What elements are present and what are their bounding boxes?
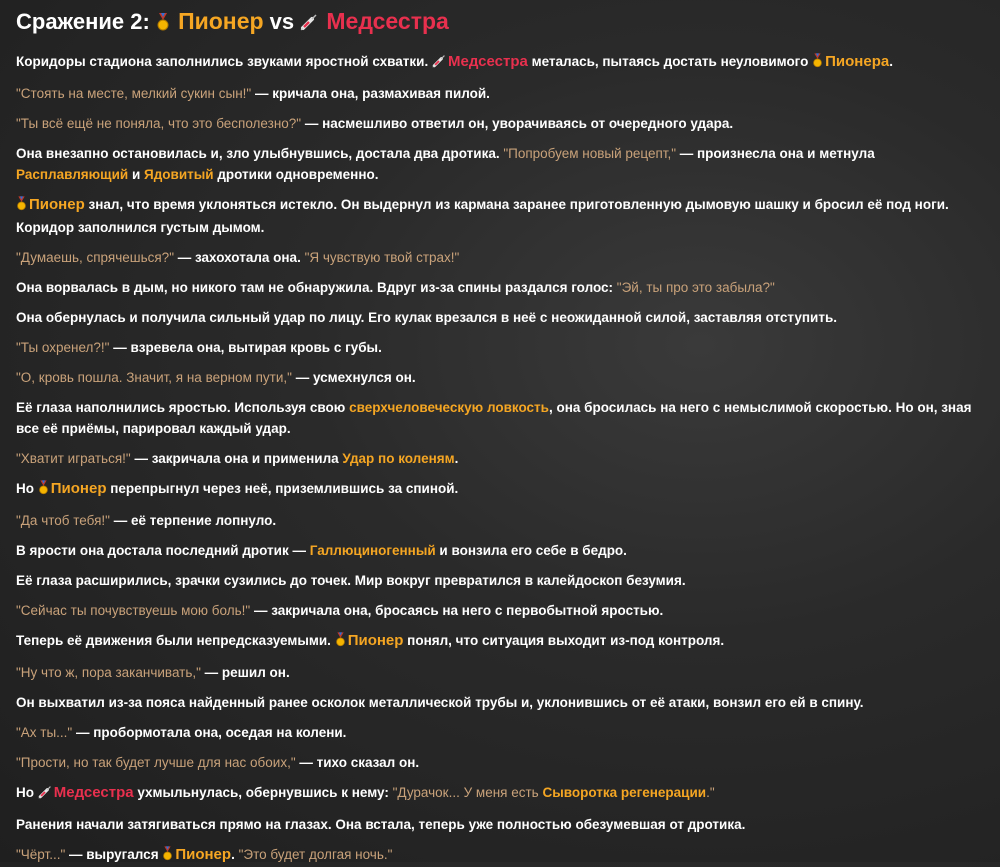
quote-text: "Думаешь, спрячешься?" <box>16 250 174 265</box>
log-line <box>16 113 984 134</box>
log-line <box>16 722 984 743</box>
narration-text: понял, что ситуация выходит из-под контроля. <box>403 633 725 648</box>
narration-text: Её глаза расширились, зрачки сузились до точек. Мир вокруг превратился в калейдоскоп безумия. <box>16 573 686 588</box>
log-line <box>16 510 984 531</box>
narration-text: — закричала она и применила <box>130 451 343 466</box>
narration-text: — насмешливо ответил он, уворачиваясь от очередного удара. <box>301 116 734 131</box>
quote-text: "Ты всё ещё не поняла, что это бесполезно?" <box>16 116 302 131</box>
battle-title <box>16 6 984 39</box>
quote-text: "Стоять на месте, мелкий сукин сын!" <box>16 86 252 101</box>
quote-text: "Я чувствую твой страх!" <box>304 250 460 265</box>
narration-text: дротики одновременно. <box>213 167 379 182</box>
log-line <box>16 397 984 439</box>
log-line <box>16 692 984 713</box>
player2-mention: Медсестра <box>53 784 134 801</box>
skill-name: Расплавляющий <box>16 167 129 182</box>
medal-icon <box>156 9 170 39</box>
quote-text: "Хватит играться!" <box>16 451 131 466</box>
narration-text: Она обернулась и получила сильный удар по лицу. Его кулак врезался в неё с неожиданной силой, заставляя отступить. <box>16 310 837 325</box>
log-line <box>16 51 984 74</box>
log-line <box>16 448 984 469</box>
log-line <box>16 478 984 501</box>
vs-label: vs <box>269 9 295 34</box>
narration-text: и <box>128 167 144 182</box>
narration-text: Но <box>16 785 38 800</box>
medal-icon <box>335 632 346 653</box>
skill-name: сверхчеловеческую ловкость <box>349 400 549 415</box>
quote-text: "Ах ты..." <box>16 725 73 740</box>
narration-text: — её терпение лопнуло. <box>109 513 277 528</box>
quote-text: "Прости, но так будет лучше для нас обоих," <box>16 755 296 770</box>
quote-text: "Это будет долгая ночь." <box>238 847 393 862</box>
narration-text: — взревела она, вытирая кровь с губы. <box>109 340 382 355</box>
log-line <box>16 337 984 358</box>
narration-text: — выругался <box>65 847 163 862</box>
narration-text: Она внезапно остановилась и, зло улыбнувшись, достала два дротика. <box>16 146 504 161</box>
narration-text: — произнесла она и метнула <box>676 146 875 161</box>
player1-mention: Пионер <box>50 480 107 497</box>
skill-name: Галлюциногенный <box>309 543 436 558</box>
medal-icon <box>162 846 173 867</box>
player2-mention: Медсестра <box>447 53 528 70</box>
narration-text: — усмехнулся он. <box>291 370 416 385</box>
quote-text: "Ты охренел?!" <box>16 340 110 355</box>
log-line <box>16 307 984 328</box>
log-line <box>16 752 984 773</box>
log-line <box>16 277 984 298</box>
log-line <box>16 540 984 561</box>
quote-text: "О, кровь пошла. Значит, я на верном пути," <box>16 370 292 385</box>
player1-mention: Пионера <box>825 53 890 70</box>
skill-name: Удар по коленям <box>342 451 455 466</box>
quote-text: "Дурачок... У меня есть <box>392 785 543 800</box>
narration-text: Ранения начали затягиваться прямо на глазах. Она встала, теперь уже полностью обезумевшая от дротика. <box>16 817 746 832</box>
narration-text: . <box>454 451 459 466</box>
log-line <box>16 630 984 653</box>
skill-name: Сыворотка регенерации <box>542 785 707 800</box>
narration-text: — решил он. <box>200 665 290 680</box>
narration-text: знал, что время уклоняться истекло. Он выдернул из кармана заранее приготовленную дымовую шашку и бросил её под ноги. Коридор заполнился густым дымом. <box>16 197 949 235</box>
narration-text: ухмыльнулась, обернувшись к нему: <box>133 785 393 800</box>
narration-text: Она ворвалась в дым, но никого там не обнаружила. Вдруг из-за спины раздался голос: <box>16 280 617 295</box>
narration-text: металась, пытаясь достать неуловимого <box>527 54 813 69</box>
narration-text: — тихо сказал он. <box>295 755 420 770</box>
log-line <box>16 194 984 238</box>
narration-text: , она бросилась на него с немыслимой скоростью. Но он, зная все её приёмы, парировал каждый удар. <box>16 400 972 436</box>
narration-text: — закричала она, бросаясь на него с первобытной яростью. <box>250 603 664 618</box>
log-line <box>16 83 984 104</box>
log-line <box>16 570 984 591</box>
log-line <box>16 247 984 268</box>
log-line <box>16 367 984 388</box>
medal-icon <box>812 53 823 74</box>
quote-text: "Ну что ж, пора заканчивать," <box>16 665 201 680</box>
narration-text: — захохотала она. <box>174 250 305 265</box>
quote-text: "Да чтоб тебя!" <box>16 513 110 528</box>
narration-text: и вонзила его себе в бедро. <box>435 543 627 558</box>
log-lines <box>16 51 984 867</box>
narration-text: . <box>231 847 239 862</box>
log-line <box>16 662 984 683</box>
quote-text: "Сейчас ты почувствуешь мою боль!" <box>16 603 251 618</box>
narration-text: Но <box>16 481 38 496</box>
narration-text: . <box>889 54 893 69</box>
log-line <box>16 600 984 621</box>
quote-text: ." <box>706 785 715 800</box>
battle-title-prefix: Сражение 2: <box>16 9 150 34</box>
player1-mention: Пионер <box>347 632 404 649</box>
log-line <box>16 782 984 805</box>
skill-name: Ядовитый <box>144 167 214 182</box>
narration-text: — кричала она, размахивая пилой. <box>251 86 490 101</box>
medal-icon <box>16 196 27 217</box>
narration-text: Коридоры стадиона заполнились звуками яростной схватки. <box>16 54 432 69</box>
log-line <box>16 143 984 185</box>
narration-text: Теперь её движения были непредсказуемыми. <box>16 633 335 648</box>
player1-mention: Пионер <box>29 196 85 213</box>
narration-text: перепрыгнул через неё, приземлившись за спиной. <box>106 481 459 496</box>
player1-mention: Пионер <box>175 846 232 863</box>
quote-text: "Чёрт..." <box>16 847 66 862</box>
syringe-icon <box>432 53 446 74</box>
syringe-icon <box>38 784 52 805</box>
narration-text: — пробормотала она, оседая на колени. <box>72 725 347 740</box>
narration-text: В ярости она достала последний дротик — <box>16 543 310 558</box>
player1-name: Пионер <box>178 8 264 34</box>
quote-text: "Попробуем новый рецепт," <box>503 146 677 161</box>
log-line <box>16 814 984 835</box>
log-line <box>16 844 984 867</box>
player2-name: Медсестра <box>326 8 449 34</box>
narration-text: Её глаза наполнились яростью. Используя свою <box>16 400 350 415</box>
medal-icon <box>38 480 49 501</box>
narration-text: Он выхватил из-за пояса найденный ранее осколок металлической трубы и, уклонившись от её атаки, вонзил его ей в спину. <box>16 695 864 710</box>
syringe-icon <box>300 9 318 39</box>
quote-text: "Эй, ты про это забыла?" <box>616 280 775 295</box>
